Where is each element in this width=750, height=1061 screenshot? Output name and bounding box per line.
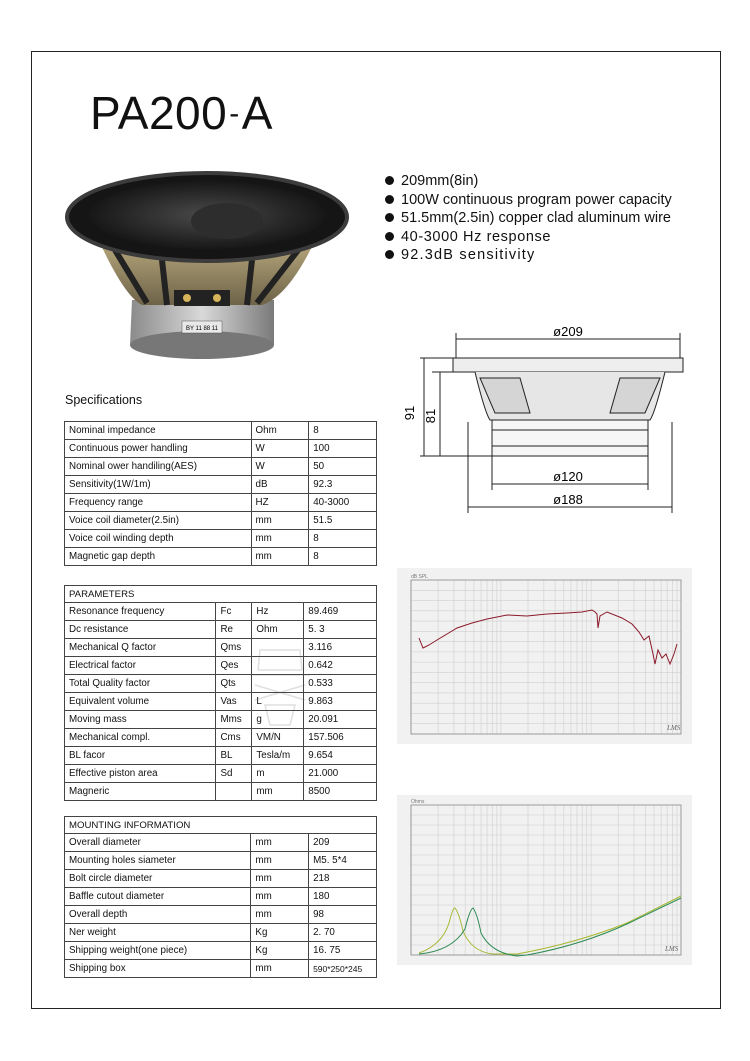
table-row bbox=[65, 603, 377, 621]
table-row bbox=[65, 711, 377, 729]
param-value: 8500 bbox=[304, 783, 377, 801]
svg-text:BY 11 88 11: BY 11 88 11 bbox=[185, 326, 219, 332]
spec-unit: W bbox=[251, 458, 309, 476]
mounting-unit: mm bbox=[251, 852, 309, 870]
mounting-unit: mm bbox=[251, 888, 309, 906]
spec-unit: mm bbox=[251, 548, 309, 566]
mounting-name: Shipping box bbox=[65, 960, 251, 978]
param-symbol: Cms bbox=[216, 729, 252, 747]
feature-item: 92.3dB sensitivity bbox=[385, 246, 672, 265]
table-row bbox=[65, 639, 377, 657]
spec-value: 51.5 bbox=[309, 512, 377, 530]
feature-item: 100W continuous program power capacity bbox=[385, 191, 672, 210]
mounting-unit: Kg bbox=[251, 924, 309, 942]
param-name: Equivalent volume bbox=[65, 693, 216, 711]
bullet-icon bbox=[385, 250, 394, 259]
table-row bbox=[65, 834, 377, 852]
mounting-heading: MOUNTING INFORMATION bbox=[65, 817, 377, 834]
param-value: 5. 3 bbox=[304, 621, 377, 639]
svg-text:ø209: ø209 bbox=[553, 324, 583, 339]
table-row bbox=[65, 621, 377, 639]
mounting-value: 209 bbox=[309, 834, 377, 852]
spec-value: 92.3 bbox=[309, 476, 377, 494]
product-title: PA200-A bbox=[90, 87, 273, 139]
mounting-name: Overall diameter bbox=[65, 834, 251, 852]
param-symbol: Fc bbox=[216, 603, 252, 621]
mounting-unit: mm bbox=[251, 870, 309, 888]
param-unit: g bbox=[252, 711, 304, 729]
table-row bbox=[65, 548, 377, 566]
table-row bbox=[65, 765, 377, 783]
bullet-icon bbox=[385, 232, 394, 241]
spec-value: 50 bbox=[309, 458, 377, 476]
watermark-stamp bbox=[240, 640, 320, 730]
bullet-icon bbox=[385, 213, 394, 222]
table-row bbox=[65, 888, 377, 906]
feature-item: 51.5mm(2.5in) copper clad aluminum wire bbox=[385, 209, 672, 228]
table-row bbox=[65, 693, 377, 711]
param-value: 21.000 bbox=[304, 765, 377, 783]
param-unit: Tesla/m bbox=[252, 747, 304, 765]
table-row bbox=[65, 512, 377, 530]
table-row bbox=[65, 657, 377, 675]
table-row bbox=[65, 960, 377, 978]
mounting-unit: mm bbox=[251, 834, 309, 852]
table-row bbox=[65, 906, 377, 924]
svg-text:ø188: ø188 bbox=[553, 492, 583, 507]
mounting-unit: mm bbox=[251, 960, 309, 978]
spec-name: Sensitivity(1W/1m) bbox=[65, 476, 252, 494]
param-unit: Ohm bbox=[252, 621, 304, 639]
param-name: Moving mass bbox=[65, 711, 216, 729]
table-row bbox=[65, 747, 377, 765]
param-name: Mechanical compl. bbox=[65, 729, 216, 747]
spec-name: Continuous power handling bbox=[65, 440, 252, 458]
param-symbol: Qes bbox=[216, 657, 252, 675]
spec-unit: mm bbox=[251, 512, 309, 530]
param-symbol: Mms bbox=[216, 711, 252, 729]
feature-item: 209mm(8in) bbox=[385, 172, 672, 191]
spec-value: 8 bbox=[309, 422, 377, 440]
parameters-table bbox=[64, 585, 377, 801]
table-row bbox=[65, 422, 377, 440]
spec-name: Voice coil winding depth bbox=[65, 530, 252, 548]
mounting-value: 218 bbox=[309, 870, 377, 888]
param-name: Total Quality factor bbox=[65, 675, 216, 693]
mounting-value: M5. 5*4 bbox=[309, 852, 377, 870]
mounting-value: 2. 70 bbox=[309, 924, 377, 942]
mounting-name: Baffle cutout diameter bbox=[65, 888, 251, 906]
param-symbol bbox=[216, 783, 252, 801]
spec-name: Magnetic gap depth bbox=[65, 548, 252, 566]
mounting-name: Mounting holes siameter bbox=[65, 852, 251, 870]
param-symbol: Qms bbox=[216, 639, 252, 657]
param-value: 9.654 bbox=[304, 747, 377, 765]
specifications-heading: Specifications bbox=[65, 393, 143, 407]
param-value: 0.533 bbox=[304, 675, 377, 693]
spec-name: Nominal ower handiling(AES) bbox=[65, 458, 252, 476]
table-row bbox=[65, 783, 377, 801]
spec-unit: Ohm bbox=[251, 422, 309, 440]
mounting-name: Ner weight bbox=[65, 924, 251, 942]
svg-text:LMS: LMS bbox=[665, 945, 679, 953]
mounting-name: Shipping weight(one piece) bbox=[65, 942, 251, 960]
mounting-name: Overall depth bbox=[65, 906, 251, 924]
mounting-value: 180 bbox=[309, 888, 377, 906]
spec-value: 100 bbox=[309, 440, 377, 458]
mounting-value: 16. 75 bbox=[309, 942, 377, 960]
feature-list bbox=[385, 172, 672, 265]
param-symbol: Re bbox=[216, 621, 252, 639]
param-name: Effective piston area bbox=[65, 765, 216, 783]
param-value: 9.863 bbox=[304, 693, 377, 711]
mounting-unit: mm bbox=[251, 906, 309, 924]
mounting-value: 590*250*245 bbox=[309, 960, 377, 978]
param-symbol: Qts bbox=[216, 675, 252, 693]
table-row bbox=[65, 852, 377, 870]
table-row bbox=[65, 494, 377, 512]
param-unit: m bbox=[252, 765, 304, 783]
spec-name: Nominal impedance bbox=[65, 422, 252, 440]
parameters-heading: PARAMETERS bbox=[65, 586, 377, 603]
spec-name: Voice coil diameter(2.5in) bbox=[65, 512, 252, 530]
table-row bbox=[65, 476, 377, 494]
param-symbol: BL bbox=[216, 747, 252, 765]
svg-text:91: 91 bbox=[402, 405, 417, 421]
frequency-response-graph bbox=[397, 568, 692, 744]
bullet-icon bbox=[385, 195, 394, 204]
param-unit: Hz bbox=[252, 603, 304, 621]
param-value: 20.091 bbox=[304, 711, 377, 729]
svg-text:dB SPL: dB SPL bbox=[411, 574, 428, 580]
svg-text:81: 81 bbox=[423, 408, 438, 424]
impedance-graph bbox=[397, 795, 692, 965]
table-row bbox=[65, 675, 377, 693]
spec-unit: dB bbox=[251, 476, 309, 494]
param-name: Magneric bbox=[65, 783, 216, 801]
mounting-name: Bolt circle diameter bbox=[65, 870, 251, 888]
table-row bbox=[65, 440, 377, 458]
param-value: 89.469 bbox=[304, 603, 377, 621]
param-name: Resonance frequency bbox=[65, 603, 216, 621]
table-row bbox=[65, 530, 377, 548]
mounting-table bbox=[64, 816, 377, 978]
svg-text:LMS: LMS bbox=[667, 724, 681, 732]
svg-text:ø120: ø120 bbox=[553, 469, 583, 484]
param-name: Dc resistance bbox=[65, 621, 216, 639]
param-unit: mm bbox=[252, 783, 304, 801]
spec-value: 8 bbox=[309, 548, 377, 566]
table-row bbox=[65, 458, 377, 476]
spec-value: 8 bbox=[309, 530, 377, 548]
param-name: Electrical factor bbox=[65, 657, 216, 675]
table-row bbox=[65, 924, 377, 942]
mounting-value: 98 bbox=[309, 906, 377, 924]
dimension-drawing bbox=[380, 318, 720, 523]
spec-unit: HZ bbox=[251, 494, 309, 512]
table-row bbox=[65, 870, 377, 888]
speaker-photo bbox=[52, 165, 362, 365]
specifications-table bbox=[64, 421, 377, 566]
spec-unit: W bbox=[251, 440, 309, 458]
spec-value: 40-3000 bbox=[309, 494, 377, 512]
feature-item: 40-3000 Hz response bbox=[385, 228, 672, 247]
param-value: 3.116 bbox=[304, 639, 377, 657]
mounting-unit: Kg bbox=[251, 942, 309, 960]
table-row bbox=[65, 942, 377, 960]
spec-name: Frequency range bbox=[65, 494, 252, 512]
param-value: 0.642 bbox=[304, 657, 377, 675]
table-row bbox=[65, 729, 377, 747]
svg-text:Ohms: Ohms bbox=[411, 799, 425, 805]
param-unit: VM/N bbox=[252, 729, 304, 747]
bullet-icon bbox=[385, 176, 394, 185]
spec-unit: mm bbox=[251, 530, 309, 548]
param-value: 157.506 bbox=[304, 729, 377, 747]
param-name: Mechanical Q factor bbox=[65, 639, 216, 657]
param-symbol: Vas bbox=[216, 693, 252, 711]
param-unit: L bbox=[252, 693, 304, 711]
param-symbol: Sd bbox=[216, 765, 252, 783]
param-name: BL facor bbox=[65, 747, 216, 765]
